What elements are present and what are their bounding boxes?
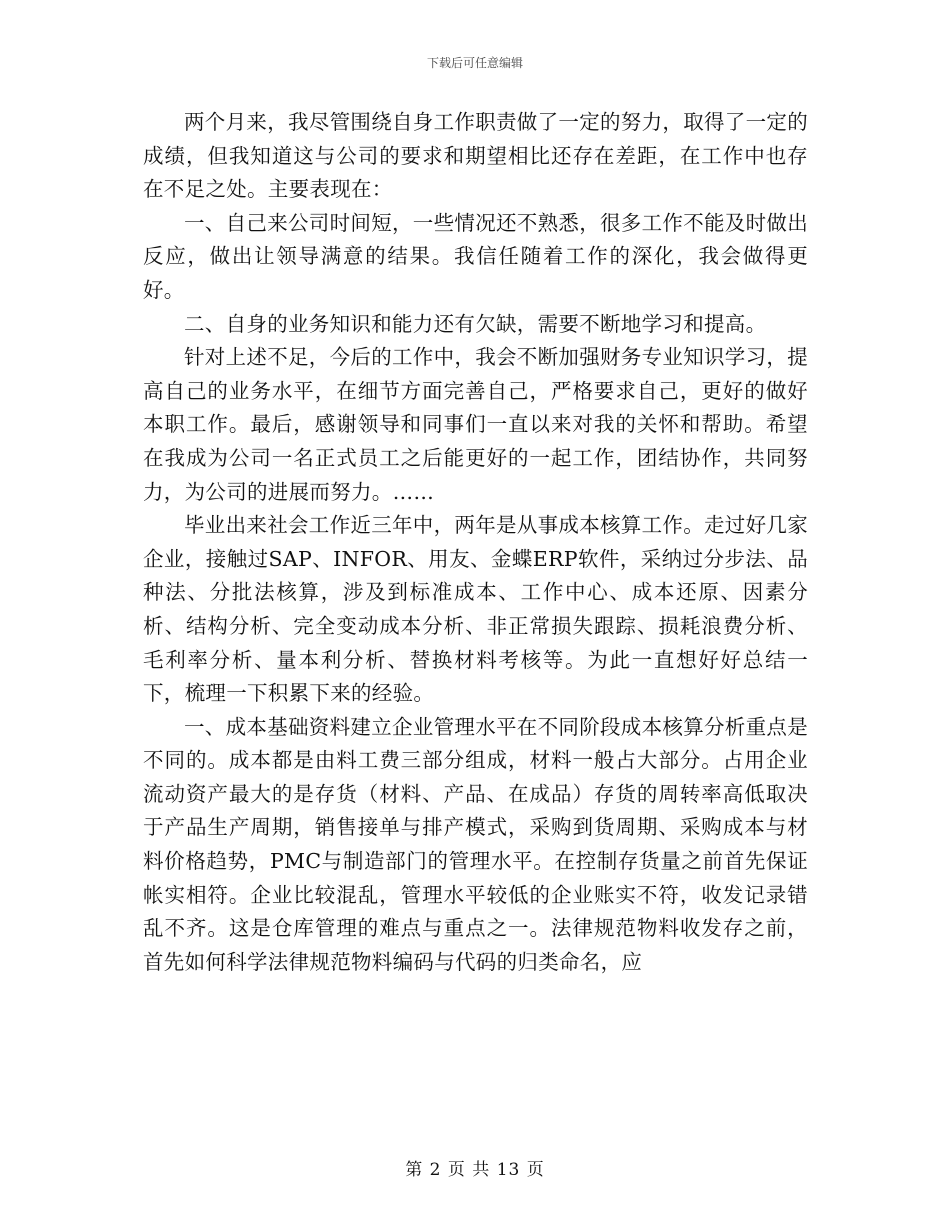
paragraph-6: 一、成本基础资料建立企业管理水平在不同阶段成本核算分析重点是不同的。成本都是由料工费三部分组成，材料一般占大部分。占用企业流动资产最大的是存货（材料、产品、在成品）存货的周转率高低取决于产品生产周期，销售接单与排产模式，采购到货周期、采购成本与材料价格趋势，PMC与制造部门的管理水平。在控制存货量之前首先保证帐实相符。企业比较混乱，管理水平较低的企业账实不符，收发记录错乱不齐。这是仓库管理的难点与重点之一。法律规范物料收发存之前，首先如何科学法律规范物料编码与代码的归类命名，应	[143, 714, 808, 974]
paragraph-4: 针对上述不足，今后的工作中，我会不断加强财务专业知识学习，提高自己的业务水平，在细节方面完善自己，严格要求自己，更好的做好本职工作。最后，感谢领导和同事们一直以来对我的关怀和帮助。希望在我成为公司一名正式员工之后能更好的一起工作，团结协作，共同努力，为公司的进展而努力。……	[143, 345, 808, 504]
paragraph-2: 一、自己来公司时间短，一些情况还不熟悉，很多工作不能及时做出反应，做出让领导满意的结果。我信任随着工作的深化，我会做得更好。	[143, 210, 808, 302]
paragraph-5: 毕业出来社会工作近三年中，两年是从事成本核算工作。走过好几家企业，接触过SAP、INFOR、用友、金蝶ERP软件，采纳过分步法、品种法、分批法核算，涉及到标准成本、工作中心、成本还原、因素分析、结构分析、完全变动成本分析、非正常损失跟踪、损耗浪费分析、毛利率分析、量本利分析、替换材料考核等。为此一直想好好总结一下，梳理一下积累下来的经验。	[143, 513, 808, 706]
document-body	[143, 106, 808, 979]
paragraph-1: 两个月来，我尽管围绕自身工作职责做了一定的努力，取得了一定的成绩，但我知道这与公司的要求和期望相比还存在差距，在工作中也存在不足之处。主要表现在：	[143, 110, 808, 202]
paragraph-3: 二、自身的业务知识和能力还有欠缺，需要不断地学习和提高。	[184, 311, 767, 336]
page-header: 下载后可任意编辑	[426, 56, 523, 70]
page-footer: 第 2 页 共 13 页	[405, 1160, 545, 1180]
